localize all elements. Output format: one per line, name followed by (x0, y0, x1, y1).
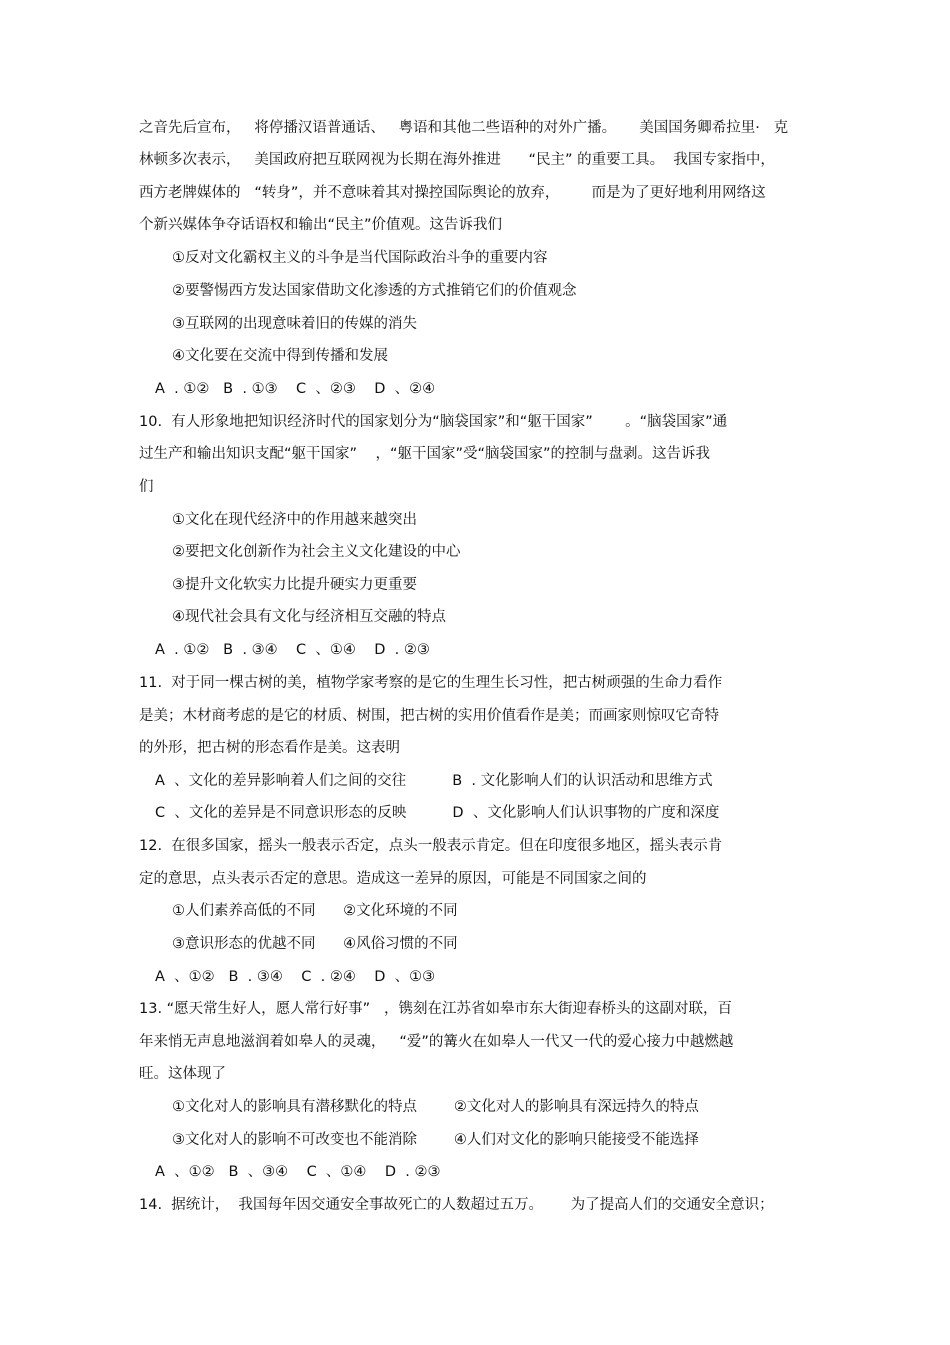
q12-stem-line-1: 12. 在很多国家，摇头一般表示否定，点头一般表示肯定。但在印度很多地区，摇头表示肯 (139, 838, 723, 854)
q10-option-4: ④现代社会具有文化与经济相互交融的特点 (172, 609, 446, 625)
q10-option-3: ③提升文化软实力比提升硬实力更重要 (172, 577, 417, 593)
q9-stem-line-3: 西方老牌媒体的 “转身”，并不意味着其对操控国际舆论的放弃， 而是为了更好地利用网络这 (139, 185, 766, 201)
q9-option-3: ③互联网的出现意味着旧的传媒的消失 (172, 316, 417, 332)
q13-option-row-2: ③文化对人的影响不可改变也不能消除 ④人们对文化的影响只能接受不能选择 (172, 1132, 699, 1148)
q12-option-row-2: ③意识形态的优越不同 ④风俗习惯的不同 (172, 936, 458, 952)
q11-answer-row-1: A 、文化的差异影响着人们之间的交往 B . 文化影响人们的认识活动和思维方式 (155, 773, 713, 789)
q9-stem-line-4: 个新兴媒体争夺话语权和输出“民主”价值观。这告诉我们 (139, 217, 503, 233)
q10-stem-line-2: 过生产和输出知识支配“躯干国家” ，“躯干国家”受“脑袋国家”的控制与盘剥。这告诉我 (139, 446, 711, 462)
q11-stem-line-2: 是美；木材商考虑的是它的材质、树围，把古树的实用价值看作是美；而画家则惊叹它奇特 (139, 708, 719, 724)
q9-answer-choices: A . ①② B . ①③ C 、②③ D 、②④ (155, 381, 436, 397)
q9-stem-line-1: 之音先后宣布， 将停播汉语普通话、 粤语和其他二些语种的对外广播。 美国国务卿希拉里· 克 (139, 120, 789, 136)
q14-stem-line-1: 14. 据统计， 我国每年因交通安全事故死亡的人数超过五万。 为了提高人们的交通安全意识； (139, 1197, 774, 1213)
q10-option-2: ②要把文化创新作为社会主义文化建设的中心 (172, 544, 461, 560)
q13-stem-line-2: 年来悄无声息地滋润着如皋人的灵魂， “爱”的篝火在如皋人一代又一代的爱心接力中越燃越 (139, 1034, 734, 1050)
q9-option-4: ④文化要在交流中得到传播和发展 (172, 348, 388, 364)
q11-stem-line-1: 11. 对于同一棵古树的美，植物学家考察的是它的生理生长习性，把古树顽强的生命力看作 (139, 675, 723, 691)
q11-answer-row-2: C 、文化的差异是不同意识形态的反映 D 、文化影响人们认识事物的广度和深度 (155, 805, 720, 821)
q13-option-row-1: ①文化对人的影响具有潜移默化的特点 ②文化对人的影响具有深远持久的特点 (172, 1099, 699, 1115)
q11-stem-line-3: 的外形，把古树的形态看作是美。这表明 (139, 740, 400, 756)
q10-answer-choices: A . ①② B . ③④ C 、①④ D . ②③ (155, 642, 430, 658)
q12-answer-choices: A 、①② B . ③④ C . ②④ D 、①③ (155, 969, 436, 985)
q9-option-1: ①反对文化霸权主义的斗争是当代国际政治斗争的重要内容 (172, 250, 548, 266)
q10-option-1: ①文化在现代经济中的作用越来越突出 (172, 512, 417, 528)
q10-stem-line-3: 们 (139, 479, 154, 495)
q12-option-row-1: ①人们素养高低的不同 ②文化环境的不同 (172, 903, 458, 919)
q13-stem-line-1: 13. “愿天常生好人，愿人常行好事” ，镌刻在江苏省如皋市东大街迎春桥头的这副对联，百 (139, 1001, 733, 1017)
q13-stem-line-3: 旺。这体现了 (139, 1066, 226, 1082)
q13-answer-choices: A 、①② B 、③④ C 、①④ D . ②③ (155, 1164, 441, 1180)
q10-stem-line-1: 10. 有人形象地把知识经济时代的国家划分为“脑袋国家”和“躯干国家” 。“脑袋国家”通 (139, 414, 728, 430)
q9-stem-line-2: 林顿多次表示， 美国政府把互联网视为长期在海外推进 “民主” 的重要工具。 我国专家指中， (139, 152, 775, 168)
q12-stem-line-2: 定的意思，点头表示否定的意思。造成这一差异的原因，可能是不同国家之间的 (139, 871, 647, 887)
q9-option-2: ②要警惕西方发达国家借助文化渗透的方式推销它们的价值观念 (172, 283, 577, 299)
